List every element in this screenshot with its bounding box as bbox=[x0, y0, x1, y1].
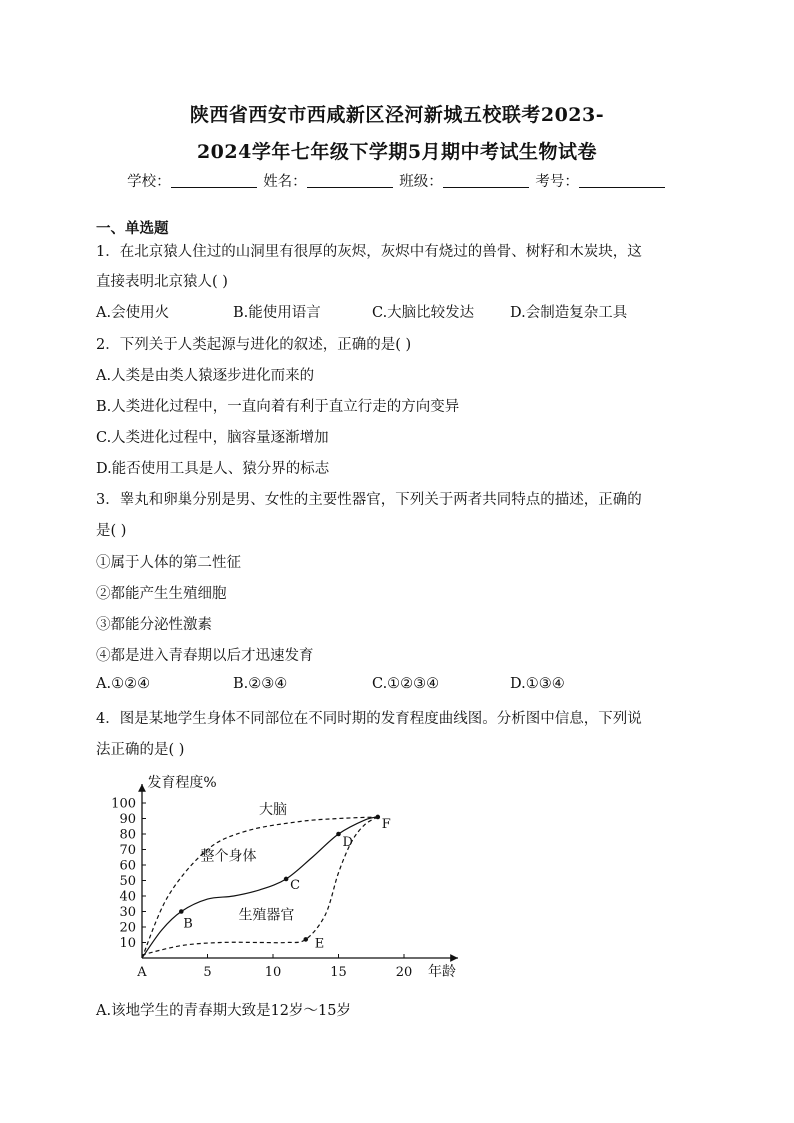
point-f-dot bbox=[376, 815, 381, 820]
x-tick-label: 15 bbox=[330, 965, 347, 980]
x-tick-label: 5 bbox=[203, 965, 212, 980]
exam-number-label: 考号： bbox=[535, 174, 579, 190]
name-label: 姓名： bbox=[263, 174, 307, 190]
q3-statement-2: ②都能产生生殖细胞 bbox=[96, 586, 227, 602]
q3-stem-line2: 是( ) bbox=[96, 523, 127, 539]
whole-body-series-label: 整个身体 bbox=[200, 848, 257, 865]
q3-stem-line1: 3．睾丸和卵巢分别是男、女性的主要性器官，下列关于两者共同特点的描述，正确的 bbox=[96, 492, 642, 508]
q3-options bbox=[96, 676, 565, 692]
y-tick-label: 100 bbox=[111, 796, 136, 812]
point-d-label: D bbox=[342, 835, 353, 850]
point-d-dot bbox=[336, 832, 341, 837]
origin-label: A bbox=[137, 965, 147, 980]
q1-stem-line2: 直接表明北京猿人( ) bbox=[96, 274, 228, 290]
q4-stem-line1: 4．图是某地学生身体不同部位在不同时期的发育程度曲线图。分析图中信息，下列说 bbox=[96, 711, 642, 727]
q3-option-a[interactable]: A.①②④ bbox=[96, 676, 151, 692]
q1-option-b[interactable]: B.能使用语言 bbox=[233, 305, 321, 321]
y-tick-label: 60 bbox=[119, 858, 136, 874]
q1-stem-line1: 1．在北京猿人住过的山洞里有很厚的灰烬，灰烬中有烧过的兽骨、树籽和木炭块，这 bbox=[96, 244, 642, 260]
y-tick-label: 90 bbox=[119, 812, 136, 827]
title-line-2: 2024学年七年级下学期5月期中考试生物试卷 bbox=[196, 141, 598, 163]
school-blank[interactable] bbox=[171, 173, 257, 188]
q3-option-d[interactable]: D.①③④ bbox=[510, 676, 565, 692]
x-axis-title: 年龄 bbox=[428, 964, 456, 980]
point-b-dot bbox=[179, 909, 184, 914]
y-tick-label: 10 bbox=[119, 936, 136, 951]
student-info-row bbox=[0, 170, 794, 191]
q1-options bbox=[96, 301, 627, 322]
point-b-label: B bbox=[183, 916, 193, 932]
q2-option-d[interactable]: D.能否使用工具是人、猿分界的标志 bbox=[96, 461, 330, 477]
q3-statement-3: ③都能分泌性激素 bbox=[96, 617, 212, 633]
development-chart bbox=[95, 768, 495, 993]
exam-number-blank[interactable] bbox=[579, 173, 665, 188]
x-tick-label: 10 bbox=[264, 965, 282, 980]
q3-option-c[interactable]: C.①②③④ bbox=[372, 676, 440, 692]
q2-option-c[interactable]: C.人类进化过程中，脑容量逐渐增加 bbox=[96, 430, 329, 446]
q3-option-b[interactable]: B.②③④ bbox=[233, 676, 288, 692]
y-tick-label: 40 bbox=[119, 889, 136, 905]
q4-stem-line2: 法正确的是( ) bbox=[96, 742, 185, 758]
school-label: 学校： bbox=[127, 174, 171, 190]
q1-option-a[interactable]: A.会使用火 bbox=[96, 305, 170, 321]
q4-option-a[interactable]: A.该地学生的青春期大致是12岁～15岁 bbox=[96, 1003, 351, 1019]
point-e-dot bbox=[303, 937, 308, 942]
q2-option-a[interactable]: A.人类是由类人猿逐步进化而来的 bbox=[96, 368, 315, 384]
class-blank[interactable] bbox=[443, 173, 529, 188]
y-tick-label: 80 bbox=[119, 827, 136, 843]
y-tick-label: 30 bbox=[119, 905, 136, 920]
reproductive-series-label: 生殖器官 bbox=[238, 907, 295, 924]
point-c-label: C bbox=[290, 877, 301, 893]
point-e-label: E bbox=[314, 936, 325, 952]
point-c-dot bbox=[284, 877, 289, 882]
point-f-label: F bbox=[381, 816, 391, 832]
q1-option-d[interactable]: D.会制造复杂工具 bbox=[510, 305, 628, 321]
q2-stem: 2．下列关于人类起源与进化的叙述，正确的是( ) bbox=[96, 337, 412, 353]
section-heading: 一、单选题 bbox=[96, 220, 169, 237]
q2-option-b[interactable]: B.人类进化过程中，一直向着有利于直立行走的方向变异 bbox=[96, 399, 460, 415]
q3-statement-4: ④都是进入青春期以后才迅速发育 bbox=[96, 648, 314, 664]
y-tick-label: 70 bbox=[119, 843, 136, 858]
y-axis-title: 发育程度% bbox=[147, 775, 217, 791]
q3-statement-1: ①属于人体的第二性征 bbox=[96, 555, 241, 571]
q1-option-c[interactable]: C.大脑比较发达 bbox=[372, 305, 475, 321]
y-tick-label: 50 bbox=[119, 874, 136, 889]
name-blank[interactable] bbox=[307, 173, 393, 188]
class-label: 班级： bbox=[399, 174, 443, 190]
x-tick-label: 20 bbox=[395, 965, 413, 980]
title-line-1: 陕西省西安市西咸新区泾河新城五校联考2023- bbox=[189, 104, 605, 126]
brain-series-label: 大脑 bbox=[259, 801, 287, 818]
y-tick-label: 20 bbox=[119, 920, 136, 936]
